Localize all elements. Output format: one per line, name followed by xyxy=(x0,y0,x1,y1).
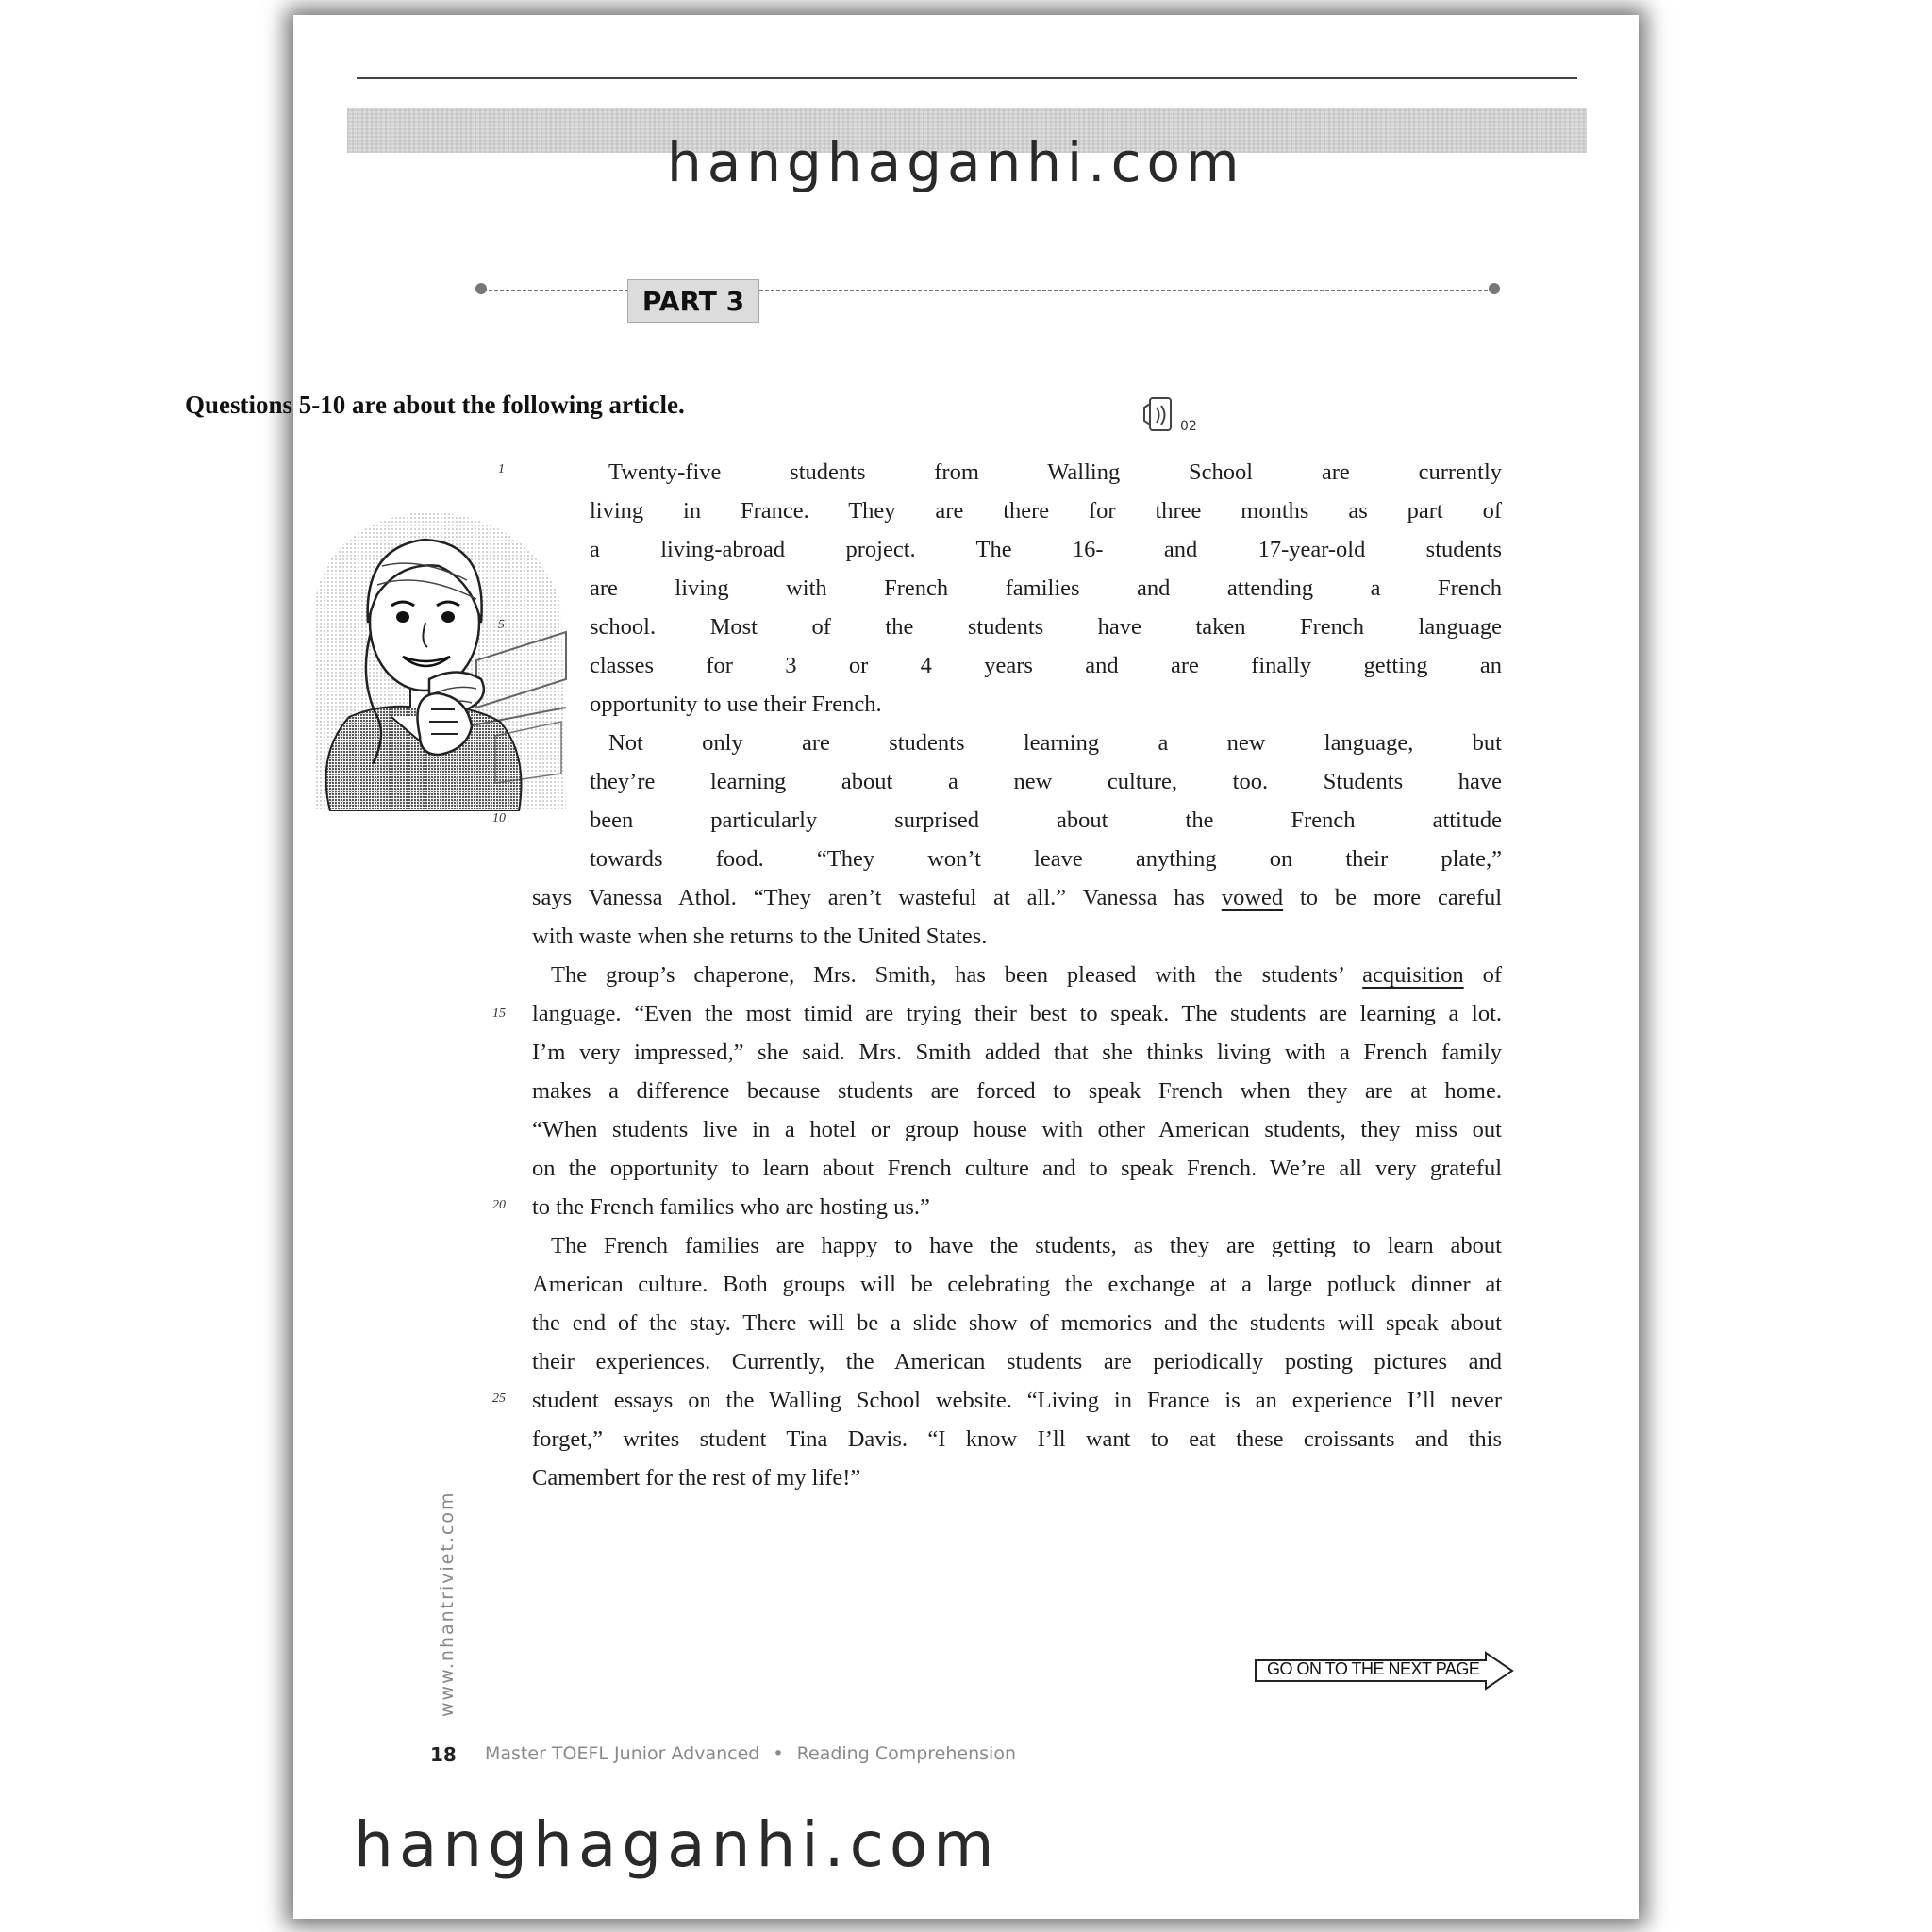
audio-track[interactable] xyxy=(1141,396,1208,434)
article-line: their experiences. Currently, the American students are periodically posting pictures and xyxy=(532,1349,1502,1374)
article-text: The group’s chaperone, Mrs. Smith, has been pleased with the students’ xyxy=(551,962,1344,988)
footer-separator: • xyxy=(773,1743,784,1764)
go-on-next-page-button[interactable] xyxy=(1254,1651,1516,1690)
audio-track-number: 02 xyxy=(1180,419,1197,434)
part-label: PART 3 xyxy=(627,279,759,323)
watermark-top: hanghaganhi.com xyxy=(667,130,1245,194)
watermark-bottom: hanghaganhi.com xyxy=(354,1808,1000,1881)
article-line: the end of the stay. There will be a slide show of memories and the students will speak about xyxy=(532,1310,1502,1336)
article-line: classes for 3 or 4 years and are finally getting an xyxy=(590,653,1502,678)
article-text: of xyxy=(1482,962,1503,988)
underlined-word-vowed: vowed xyxy=(1221,885,1284,910)
publisher-url: www.nhantriviet.com xyxy=(437,1491,458,1717)
article-line: language. “Even the most timid are trying their best to speak. The students are learning a lot. xyxy=(532,1001,1502,1026)
article-line: school. Most of the students have taken French language xyxy=(590,614,1502,640)
article-line: a living-abroad project. The 16- and 17-year-old students xyxy=(590,537,1502,562)
book-title: Master TOEFL Junior Advanced xyxy=(485,1743,760,1764)
article-text: to be more careful xyxy=(1299,885,1503,910)
next-page-label: GO ON TO THE NEXT PAGE xyxy=(1267,1659,1480,1678)
line-number: 1 xyxy=(498,462,505,476)
article-line: on the opportunity to learn about French culture and to speak French. We’re all very grateful xyxy=(532,1156,1502,1181)
line-number: 25 xyxy=(492,1391,506,1406)
article-line xyxy=(532,878,1502,917)
line-number: 15 xyxy=(492,1007,506,1021)
article-line: living in France. They are there for three months as part of xyxy=(590,498,1502,524)
footer-title xyxy=(485,1743,1016,1764)
article-line xyxy=(532,956,1502,994)
line-number: 10 xyxy=(492,811,506,825)
article-line: makes a difference because students are forced to speak French when they are at home. xyxy=(532,1078,1502,1104)
article-line: been particularly surprised about the French attitude xyxy=(590,808,1502,833)
girl-eating-croissant-illustration xyxy=(278,491,580,811)
article-line: Camembert for the rest of my life!” xyxy=(532,1465,861,1491)
article-line: to the French families who are hosting us.” xyxy=(532,1194,930,1220)
article-line: opportunity to use their French. xyxy=(590,691,882,717)
part-divider-right-dot xyxy=(1489,283,1500,294)
questions-heading: Questions 5-10 are about the following article. xyxy=(185,391,685,419)
section-name: Reading Comprehension xyxy=(796,1743,1016,1764)
article-line: American culture. Both groups will be celebrating the exchange at a large potluck dinner at xyxy=(532,1272,1502,1297)
audio-icon[interactable] xyxy=(1141,396,1174,434)
article-line: “When students live in a hotel or group house with other American students, they miss out xyxy=(532,1117,1502,1142)
part-divider-left xyxy=(483,290,627,291)
article-line: with waste when she returns to the United States. xyxy=(532,924,988,949)
article-line: student essays on the Walling School website. “Living in France is an experience I’ll never xyxy=(532,1388,1502,1413)
article-line: Twenty-five students from Walling School are currently xyxy=(608,459,1502,485)
article-line: I’m very impressed,” she said. Mrs. Smith added that she thinks living with a French family xyxy=(532,1040,1502,1065)
page-number: 18 xyxy=(430,1743,457,1766)
article-line: The French families are happy to have the students, as they are getting to learn about xyxy=(551,1233,1502,1258)
article-line: forget,” writes student Tina Davis. “I know I’ll want to eat these croissants and this xyxy=(532,1426,1502,1452)
underlined-word-acquisition: acquisition xyxy=(1362,962,1464,988)
article-text: says Vanessa Athol. “They aren’t wasteful at all.” Vanessa has xyxy=(532,885,1205,910)
part-divider-left-dot xyxy=(475,283,487,294)
article-line: towards food. “They won’t leave anything on their plate,” xyxy=(590,846,1502,872)
article-line: they’re learning about a new culture, too. Students have xyxy=(590,769,1502,794)
article-line: are living with French families and attending a French xyxy=(590,575,1502,601)
line-number: 20 xyxy=(492,1198,506,1212)
top-rule xyxy=(357,77,1577,79)
part-divider-right xyxy=(759,290,1495,291)
article-line: Not only are students learning a new language, but xyxy=(608,730,1502,756)
